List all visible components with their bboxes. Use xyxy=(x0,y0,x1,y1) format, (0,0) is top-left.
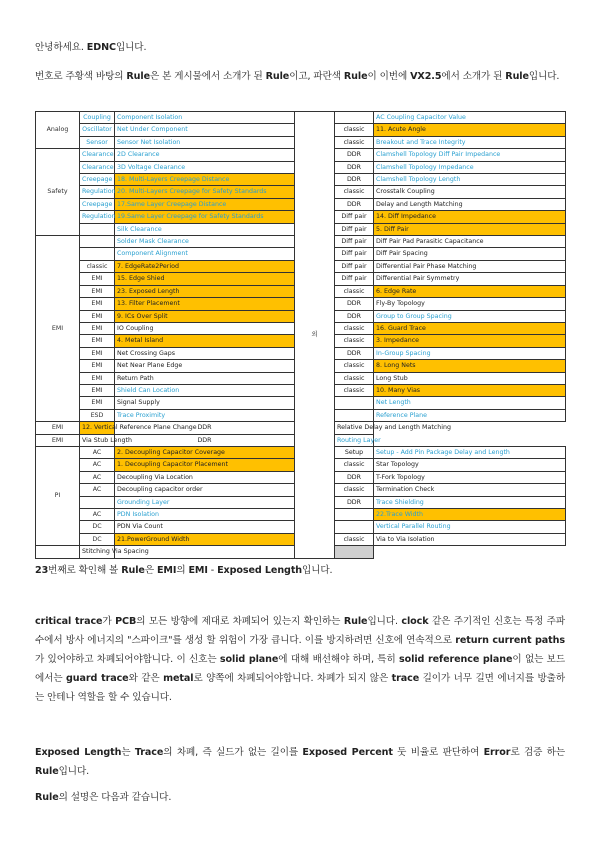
rule-name-cell-right: 6. Edge Rate xyxy=(374,285,566,297)
rule-name-cell: Net Near Plane Edge xyxy=(115,360,295,372)
subcategory-cell: Clearance xyxy=(80,149,115,161)
rule-name-cell: Trace Proximity xyxy=(115,409,295,421)
table-row xyxy=(36,112,566,124)
rule-tag-cell: Diff pair xyxy=(335,260,374,272)
rule-name-cell-right: Fly-By Topology xyxy=(374,298,566,310)
rule-name-cell-right: 22.Trace Width xyxy=(374,509,566,521)
rule-name-cell: Decoupling Via Location xyxy=(115,471,295,483)
rule-name-cell-right: Via to Via Isolation xyxy=(374,533,566,545)
subcategory-cell: Creepage xyxy=(80,174,115,186)
rule-name-cell-right: Differential Pair Phase Matching xyxy=(374,260,566,272)
rule-name-cell-right: Long Stub xyxy=(374,372,566,384)
rule-tag-cell xyxy=(335,521,374,533)
rule-name-cell-right: Setup - Add Pin Package Delay and Length xyxy=(374,446,566,458)
rule-tag-cell: DDR xyxy=(335,198,374,210)
rule-tag-cell: classic xyxy=(335,136,374,148)
rule-name-cell-right: Termination Check xyxy=(374,484,566,496)
rule-tag-cell: classic xyxy=(335,384,374,396)
rule-name-cell: Net Crossing Gaps xyxy=(115,347,295,359)
subcategory-cell: EMI xyxy=(36,434,80,446)
rule-name-cell-right: Relative Delay and Length Matching xyxy=(335,422,374,434)
subcategory-cell: EMI xyxy=(80,285,115,297)
greeting-text: 안녕하세요. EDNC입니다. xyxy=(35,42,147,53)
rule-tag-cell xyxy=(335,509,374,521)
rule-name-cell: Return Path xyxy=(115,372,295,384)
subcategory-cell: EMI xyxy=(80,360,115,372)
rule-tag-cell: classic xyxy=(335,335,374,347)
rule-name-cell: 12. Vertical Reference Plane Change xyxy=(80,422,115,434)
rule-name-cell-right: Reference Plane xyxy=(374,409,566,421)
rule-tag-cell: classic xyxy=(335,484,374,496)
subcategory-cell xyxy=(80,248,115,260)
subcategory-cell: AC xyxy=(80,509,115,521)
rule-name-cell-right: Diff Pair Spacing xyxy=(374,248,566,260)
subcategory-cell: Coupling xyxy=(80,112,115,124)
subcategory-cell: Regulation xyxy=(80,211,115,223)
rule-name-cell: Component Alignment xyxy=(115,248,295,260)
subcategory-cell: AC xyxy=(80,459,115,471)
rule-tag-cell: DDR xyxy=(335,471,374,483)
rule-name-cell: Via Stub Length xyxy=(80,434,115,446)
subcategory-cell: DC xyxy=(80,533,115,545)
rule-name-cell: 18. Multi-Layers Creepage Distance xyxy=(115,174,295,186)
rule-name-cell: Decoupling capacitor order xyxy=(115,484,295,496)
rule-name-cell-right xyxy=(335,546,374,558)
rule-tag-cell: DDR xyxy=(115,422,295,434)
rule-name-cell-right: Trace Shielding xyxy=(374,496,566,508)
rule-name-cell-right: T-Fork Topology xyxy=(374,471,566,483)
exposed-length-paragraph: Exposed Length는 Trace의 차폐, 즉 실드가 없는 길이를 Exposed Percent 둣 비율로 판단하여 Error로 검증 하는 Rule입니다. xyxy=(35,747,565,777)
subcategory-cell xyxy=(80,496,115,508)
legend-paragraph: 번호로 주황색 바탕의 Rule은 본 게시물에서 소개가 된 Rule이고, 파란색 Rule이 이번에 VX2.5에서 소개가 된 Rule입니다. xyxy=(35,71,560,82)
rule-tag-cell: DDR xyxy=(115,434,295,446)
rule-name-cell: 2. Decoupling Capacitor Coverage xyxy=(115,446,295,458)
rule-tag-cell: classic xyxy=(335,285,374,297)
rule-name-cell: 2D Clearance xyxy=(115,149,295,161)
rule-tag-cell: DDR xyxy=(335,161,374,173)
subcategory-cell: Regulation xyxy=(80,186,115,198)
rule-tag-cell: classic xyxy=(335,372,374,384)
rule-tag-cell: DDR xyxy=(335,347,374,359)
rule-name-cell: Grounding Layer xyxy=(115,496,295,508)
rule-tag-cell: classic xyxy=(335,360,374,372)
subcategory-cell: EMI xyxy=(80,310,115,322)
rule-tag-cell: DDR xyxy=(335,149,374,161)
rule-name-cell: Stitching Via Spacing xyxy=(80,546,115,558)
subcategory-cell: Creepage xyxy=(80,198,115,210)
description-paragraph: critical trace가 PCB의 모든 방향에 제대로 차폐되어 있는지 확인하는 Rule입니다. clock 같은 주기적인 신호는 특정 주파수에서 방사 에너지의 "스파이크"를 생성 할 위험이 가장 큽니다. 이를 방지하려면 신호에 연속적으로 return current paths가 있어야하고 차폐되어야합니다. 이 신호는 solid plane에 대해 배선해야 하며, 특히 solid reference plane이 없는 보드에서는 guard trace와 같은 metal로 양쪽에 차폐되어야합니다. 차폐가 되지 않은 trace 길이가 너무 길면 에너지를 방출하는 안테나 역할을 할 수 있습니다. xyxy=(35,616,566,703)
rule-name-cell-right: 3. Impedance xyxy=(374,335,566,347)
rule-name-cell: 17.Same Layer Creepage Distance xyxy=(115,198,295,210)
rule-name-cell-right: AC Coupling Capacitor Value xyxy=(374,112,566,124)
subcategory-cell: ESD xyxy=(80,409,115,421)
rule-name-cell: 20. Multi-Layers Creepage for Safety Standards xyxy=(115,186,295,198)
rule-tag-cell: Diff pair xyxy=(335,273,374,285)
rule-name-cell-right: 10. Many Vias xyxy=(374,384,566,396)
rule-name-cell-right: Delay and Length Matching xyxy=(374,198,566,210)
rule-name-cell-right: 11. Acute Angle xyxy=(374,124,566,136)
rule-name-cell-right: Vertical Parallel Routing xyxy=(374,521,566,533)
category-cell: PI xyxy=(36,446,80,545)
rule-description-lead: Rule의 설명은 다음과 같습니다. xyxy=(35,792,172,803)
rule-name-cell-right: Clamshell Topology Diff Pair Impedance xyxy=(374,149,566,161)
subcategory-cell: AC xyxy=(80,471,115,483)
rule-name-cell-right: 5. Diff Pair xyxy=(374,223,566,235)
rule-tag-cell: DDR xyxy=(335,496,374,508)
rule-tag-cell: Diff pair xyxy=(335,236,374,248)
category-cell: Analog xyxy=(36,112,80,149)
rule-name-cell: 7. EdgeRate2Period xyxy=(115,260,295,272)
rule-name-cell-right: Net Length xyxy=(374,397,566,409)
rule-name-cell-right: Diff Pair Pad Parasitic Capacitance xyxy=(374,236,566,248)
rule-name-cell: 23. Exposed Length xyxy=(115,285,295,297)
rule-name-cell-right: Clamshell Topology Impedance xyxy=(374,161,566,173)
subcategory-cell: AC xyxy=(80,446,115,458)
rule-tag-cell: classic xyxy=(335,322,374,334)
subcategory-cell: EMI xyxy=(80,397,115,409)
subcategory-cell: Oscillator xyxy=(80,124,115,136)
rule-name-cell: Silk Clearance xyxy=(115,223,295,235)
rule-name-cell: 13. Filter Placement xyxy=(115,298,295,310)
rule-name-cell: 15. Edge Shied xyxy=(115,273,295,285)
rule-name-cell-right: In-Group Spacing xyxy=(374,347,566,359)
rule-name-cell-right: Differential Pair Symmetry xyxy=(374,273,566,285)
rule-tag-cell xyxy=(335,112,374,124)
rule-name-cell: Signal Supply xyxy=(115,397,295,409)
rule-tag-cell: classic xyxy=(335,533,374,545)
subcategory-cell: EMI xyxy=(80,298,115,310)
subcategory-cell: EMI xyxy=(80,347,115,359)
rule-name-cell: 3D Voltage Clearance xyxy=(115,161,295,173)
rule-name-cell-right: Star Topology xyxy=(374,459,566,471)
subcategory-cell xyxy=(80,236,115,248)
rule-tag-cell: DDR xyxy=(335,310,374,322)
rule-name-cell: Component Isolation xyxy=(115,112,295,124)
rule-name-cell: 4. Metal Island xyxy=(115,335,295,347)
rule-tag-cell: Diff pair xyxy=(335,248,374,260)
rule-name-cell: Shield Can Location xyxy=(115,384,295,396)
rule-tag-cell: DDR xyxy=(335,174,374,186)
rule-name-cell-right: Group to Group Spacing xyxy=(374,310,566,322)
rule-name-cell: 9. ICs Over Split xyxy=(115,310,295,322)
rule-tag-cell: classic xyxy=(335,186,374,198)
rule-name-cell: Net Under Component xyxy=(115,124,295,136)
rule-name-cell: IO Coupling xyxy=(115,322,295,334)
rules-table xyxy=(35,111,566,559)
subcategory-cell xyxy=(36,546,80,558)
rule-name-cell: 19.Same Layer Creepage for Safety Standards xyxy=(115,211,295,223)
rule-tag-cell: Setup xyxy=(335,446,374,458)
rule-tag-cell: classic xyxy=(335,124,374,136)
category-cell: EMI xyxy=(36,236,80,422)
rule-tag-cell xyxy=(335,409,374,421)
rule-name-cell-right: Routing Layer xyxy=(335,434,374,446)
rule-tag-cell: Diff pair xyxy=(335,211,374,223)
rule-name-cell: PDN Isolation xyxy=(115,509,295,521)
rule-name-cell: 21.PowerGround Width xyxy=(115,533,295,545)
rule-tag-cell: classic xyxy=(335,459,374,471)
subcategory-cell: DC xyxy=(80,521,115,533)
rule-name-cell-right: 8. Long Nets xyxy=(374,360,566,372)
section-intro-text: 23번째로 확인해 볼 Rule은 EMI의 EMI - Exposed Length입니다. xyxy=(35,565,333,576)
rule-tag-cell: Diff pair xyxy=(335,223,374,235)
rule-name-cell-right: Breakout and Trace Integrity xyxy=(374,136,566,148)
subcategory-cell: classic xyxy=(80,260,115,272)
subcategory-cell: EMI xyxy=(80,322,115,334)
subcategory-cell: EMI xyxy=(36,422,80,434)
rule-tag-cell xyxy=(335,397,374,409)
subcategory-cell xyxy=(80,223,115,235)
rule-name-cell-right: Clamshell Topology Length xyxy=(374,174,566,186)
rule-name-cell: Solder Mask Clearance xyxy=(115,236,295,248)
rule-name-cell-right: 16. Guard Trace xyxy=(374,322,566,334)
subcategory-cell: EMI xyxy=(80,384,115,396)
rule-name-cell: Sensor Net Isolation xyxy=(115,136,295,148)
subcategory-cell: EMI xyxy=(80,372,115,384)
rule-name-cell: PDN Via Count xyxy=(115,521,295,533)
category-cell: Safety xyxy=(36,149,80,236)
rule-name-cell-right: Crosstalk Coupling xyxy=(374,186,566,198)
subcategory-cell: Sensor xyxy=(80,136,115,148)
subcategory-cell: Clearance xyxy=(80,161,115,173)
subcategory-cell: AC xyxy=(80,484,115,496)
rule-tag-cell: DDR xyxy=(335,298,374,310)
middle-label-cell: 외 xyxy=(295,112,335,559)
rule-name-cell: 1. Decoupling Capacitor Placement xyxy=(115,459,295,471)
subcategory-cell: EMI xyxy=(80,273,115,285)
rule-name-cell-right: 14. Diff Impedance xyxy=(374,211,566,223)
subcategory-cell: EMI xyxy=(80,335,115,347)
